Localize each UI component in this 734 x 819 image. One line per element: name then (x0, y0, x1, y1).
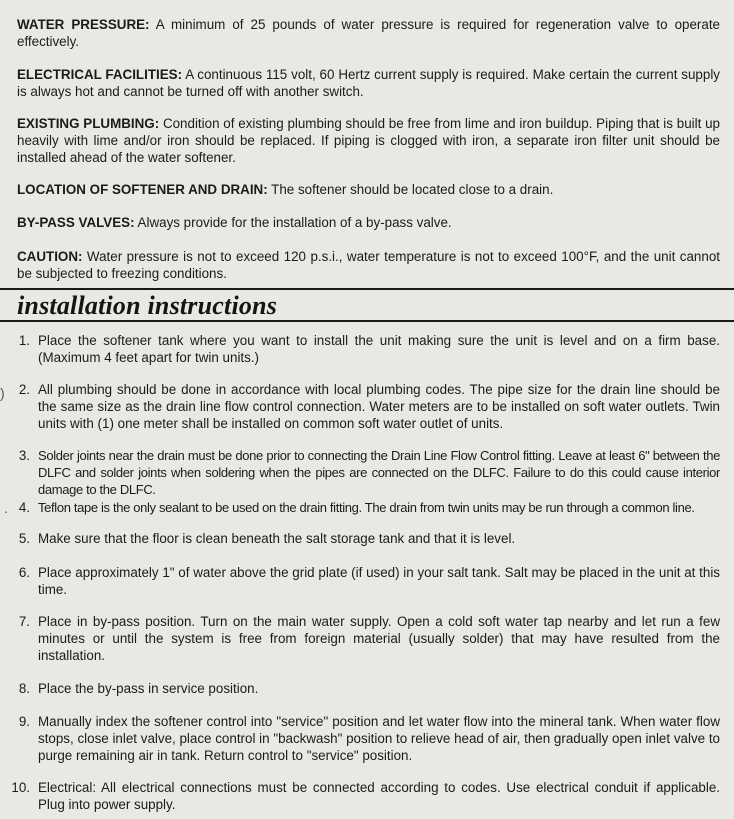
requirement-title: WATER PRESSURE: (17, 17, 150, 32)
requirement-water-pressure (17, 16, 720, 50)
step-number: 9. (18, 714, 30, 729)
step-text: Electrical: All electrical connections must be connected according to codes. Use electrical conduit if applicable. Plug into power supply. (38, 780, 720, 812)
step-text: All plumbing should be done in accordance with local plumbing codes. The pipe size for the drain line should be the same size as the drain line flow control connection. Water meters are to be installed on soft water outlets. Twin units with (1) one meter shall be installed on common soft water outlet of units. (38, 382, 720, 431)
step-number: 1. (18, 333, 30, 348)
requirement-title: CAUTION: (17, 249, 83, 264)
step-number: 8. (18, 681, 30, 696)
step-number: 10. (11, 780, 30, 795)
step-number: 5. (18, 531, 30, 546)
requirement-title: EXISTING PLUMBING: (17, 116, 160, 131)
requirement-caution (17, 248, 720, 282)
requirement-text: Condition of existing plumbing should be free from lime and iron buildup. Piping that is built up heavily with lime and/or iron should be replaced. If piping is clogged with iron, a separate iron filter unit should be installed ahead of the water softener. (17, 116, 720, 165)
step-text: Place approximately 1" of water above the grid plate (if used) in your salt tank. Salt may be placed in the unit at this time. (38, 565, 720, 597)
requirement-text: Water pressure is not to exceed 120 p.s.i., water temperature is not to exceed 100°F, and the unit cannot be subjected to freezing conditions. (17, 249, 720, 281)
requirement-by-pass-valves (17, 214, 720, 231)
step-text: Solder joints near the drain must be done prior to connecting the Drain Line Flow Control fitting. Leave at least 6" between the DLFC and solder joints when soldering when the pipes are connected on the DLFC. Failure to do this could cause interior damage to the DLFC. (38, 448, 720, 497)
requirement-electrical-facilities (17, 66, 720, 100)
requirement-title: LOCATION OF SOFTENER AND DRAIN: (17, 182, 268, 197)
requirement-location (17, 181, 720, 198)
requirement-text: The softener should be located close to a drain. (267, 182, 554, 197)
step-number: 7. (18, 614, 30, 629)
section-heading: installation instructions (17, 291, 278, 320)
step-text: Teflon tape is the only sealant to be used on the drain fitting. The drain from twin units may be run through a common line. (38, 500, 695, 515)
step-text: Make sure that the floor is clean beneath the salt storage tank and that it is level. (38, 531, 516, 546)
requirement-text: Always provide for the installation of a by-pass valve. (134, 215, 452, 230)
step-text: Place in by-pass position. Turn on the main water supply. Open a cold soft water tap nearby and let run a few minutes or until the system is free from foreign material (usually solder) that may have resulted from the installation. (38, 614, 720, 663)
requirement-title: BY-PASS VALVES: (17, 215, 135, 230)
margin-dot-mark: . (4, 500, 8, 516)
requirement-text: A minimum of 25 pounds of water pressure is required for regeneration valve to operate effectively. (17, 17, 720, 49)
requirement-text: A continuous 115 volt, 60 Hertz current supply is required. Make certain the current supply is always hot and cannot be turned off with another switch. (17, 67, 720, 99)
step-text: Manually index the softener control into "service" position and let water flow into the mineral tank. When water flow stops, close inlet valve, place control in "backwash" position to relieve head of air, then gradually open inlet valve to purge remaining air in tank. Return control to "service" position. (38, 714, 720, 763)
step-number: 3. (18, 448, 30, 463)
margin-bracket-mark: ) (0, 385, 5, 401)
section-divider-bottom (0, 320, 734, 322)
step-number: 6. (18, 565, 30, 580)
step-number: 2. (18, 382, 30, 397)
requirement-title: ELECTRICAL FACILITIES: (17, 67, 183, 82)
step-number: 4. (18, 500, 30, 515)
step-text: Place the by-pass in service position. (38, 681, 259, 696)
requirement-existing-plumbing (17, 115, 720, 166)
step-text: Place the softener tank where you want to install the unit making sure the unit is level and on a firm base. (Maximum 4 feet apart for twin units.) (38, 333, 720, 365)
